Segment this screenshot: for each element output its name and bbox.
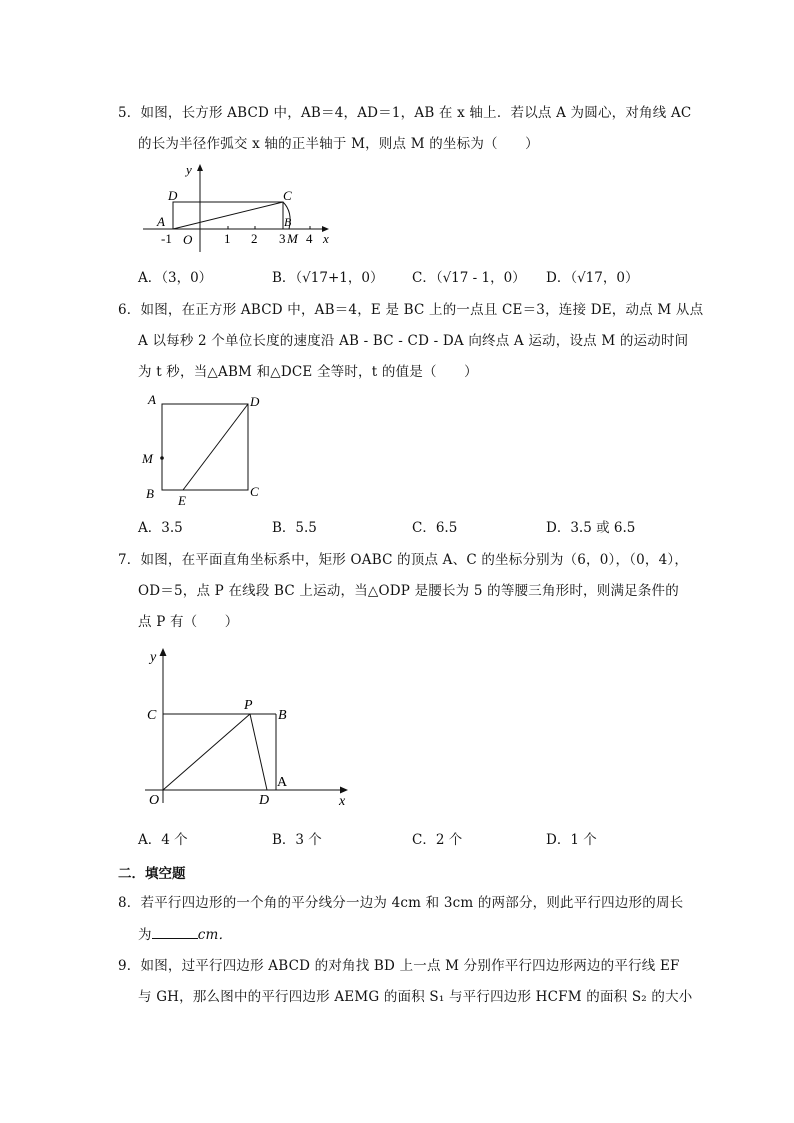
q5-tick-neg1: -1	[161, 231, 172, 246]
q5-line1: 5．如图，长方形 ABCD 中，AB＝4，AD＝1，AB 在 x 轴上．若以点 A 为圆心，对角线 AC	[118, 105, 692, 121]
q5-figure	[135, 160, 345, 252]
q5-label-B: B	[284, 215, 292, 229]
q7-label-y: y	[150, 650, 157, 665]
q8-line1: 8．若平行四边形的一个角的平分线分一边为 4cm 和 3cm 的两部分，则此平行四边形的周长	[118, 895, 684, 911]
q5-label-D: D	[168, 188, 178, 203]
q6-line3: 为 t 秒，当△ABM 和△DCE 全等时，t 的值是（ ）	[138, 364, 478, 380]
q7-label-P: P	[244, 698, 253, 713]
q8-prefix: 为	[138, 927, 152, 943]
q5-label-y: y	[186, 162, 192, 177]
q8-answer-blank[interactable]	[152, 924, 198, 939]
q6-option-d[interactable]: D．3.5 或 6.5	[546, 520, 636, 536]
q5-label-A: A	[157, 214, 165, 229]
q7-label-C: C	[147, 708, 157, 723]
q5-option-a[interactable]: A．（3，0）	[138, 270, 213, 286]
q5-option-b[interactable]: B．（√17+1，0）	[272, 270, 384, 286]
q5-option-c[interactable]: C．（√17 - 1，0）	[412, 270, 526, 286]
q7-label-B: B	[278, 708, 287, 723]
q7-line3: 点 P 有（ ）	[138, 614, 239, 630]
q7-option-d[interactable]: D．1 个	[546, 832, 597, 848]
q7-option-b[interactable]: B．3 个	[272, 832, 322, 848]
q5-label-C: C	[283, 188, 292, 203]
q7-label-O: O	[149, 793, 160, 808]
q5-tick-2: 2	[251, 231, 258, 246]
q5-label-x: x	[323, 231, 329, 246]
q7-figure	[140, 643, 355, 813]
q5-option-d[interactable]: D．（√17，0）	[546, 270, 639, 286]
q5-tick-4: 4	[306, 231, 313, 246]
q9-line1: 9．如图，过平行四边形 ABCD 的对角找 BD 上一点 M 分别作平行四边形两边的平行线 EF	[118, 958, 680, 974]
q5-line2: 的长为半径作弧交 x 轴的正半轴于 M，则点 M 的坐标为（ ）	[138, 136, 539, 152]
q7-option-c[interactable]: C．2 个	[412, 832, 463, 848]
section-fill-in-title: 二．填空题	[118, 866, 186, 882]
q6-label-D: D	[250, 394, 260, 409]
q5-label-M: M	[287, 231, 298, 246]
q7-line2: OD＝5，点 P 在线段 BC 上运动，当△ODP 是腰长为 5 的等腰三角形时，则满足条件的	[138, 583, 679, 599]
q6-line2: A 以每秒 2 个单位长度的速度沿 AB - BC - CD - DA 向终点 A 运动，设点 M 的运动时间	[138, 333, 689, 349]
q5-tick-3: 3	[279, 231, 286, 246]
q5-label-O: O	[183, 232, 193, 247]
q6-option-a[interactable]: A．3.5	[138, 520, 183, 536]
q6-label-C: C	[250, 484, 259, 499]
q6-line1: 6．如图，在正方形 ABCD 中，AB＝4，E 是 BC 上的一点且 CE＝3，连接 DE，动点 M 从点	[118, 302, 704, 318]
q5-tick-1: 1	[224, 231, 231, 246]
q8-suffix: cm．	[197, 927, 233, 943]
q6-label-M: M	[142, 451, 153, 466]
q6-label-A: A	[148, 392, 156, 407]
q8-line2	[138, 924, 232, 945]
q6-option-c[interactable]: C．6.5	[412, 520, 458, 536]
q9-line2: 与 GH，那么图中的平行四边形 AEMG 的面积 S₁ 与平行四边形 HCFM 的面积 S₂ 的大小	[138, 989, 693, 1005]
q7-option-a[interactable]: A．4 个	[138, 832, 188, 848]
q6-option-b[interactable]: B．5.5	[272, 520, 317, 536]
q6-label-B: B	[146, 486, 154, 501]
q6-figure	[135, 388, 275, 513]
q7-label-D: D	[259, 793, 270, 808]
q7-label-A: A	[277, 775, 288, 790]
q7-line1: 7．如图，在平面直角坐标系中，矩形 OABC 的顶点 A、C 的坐标分别为（6，0），（0，4），	[118, 552, 689, 568]
q6-label-E: E	[178, 493, 186, 508]
q7-label-x: x	[339, 794, 346, 809]
